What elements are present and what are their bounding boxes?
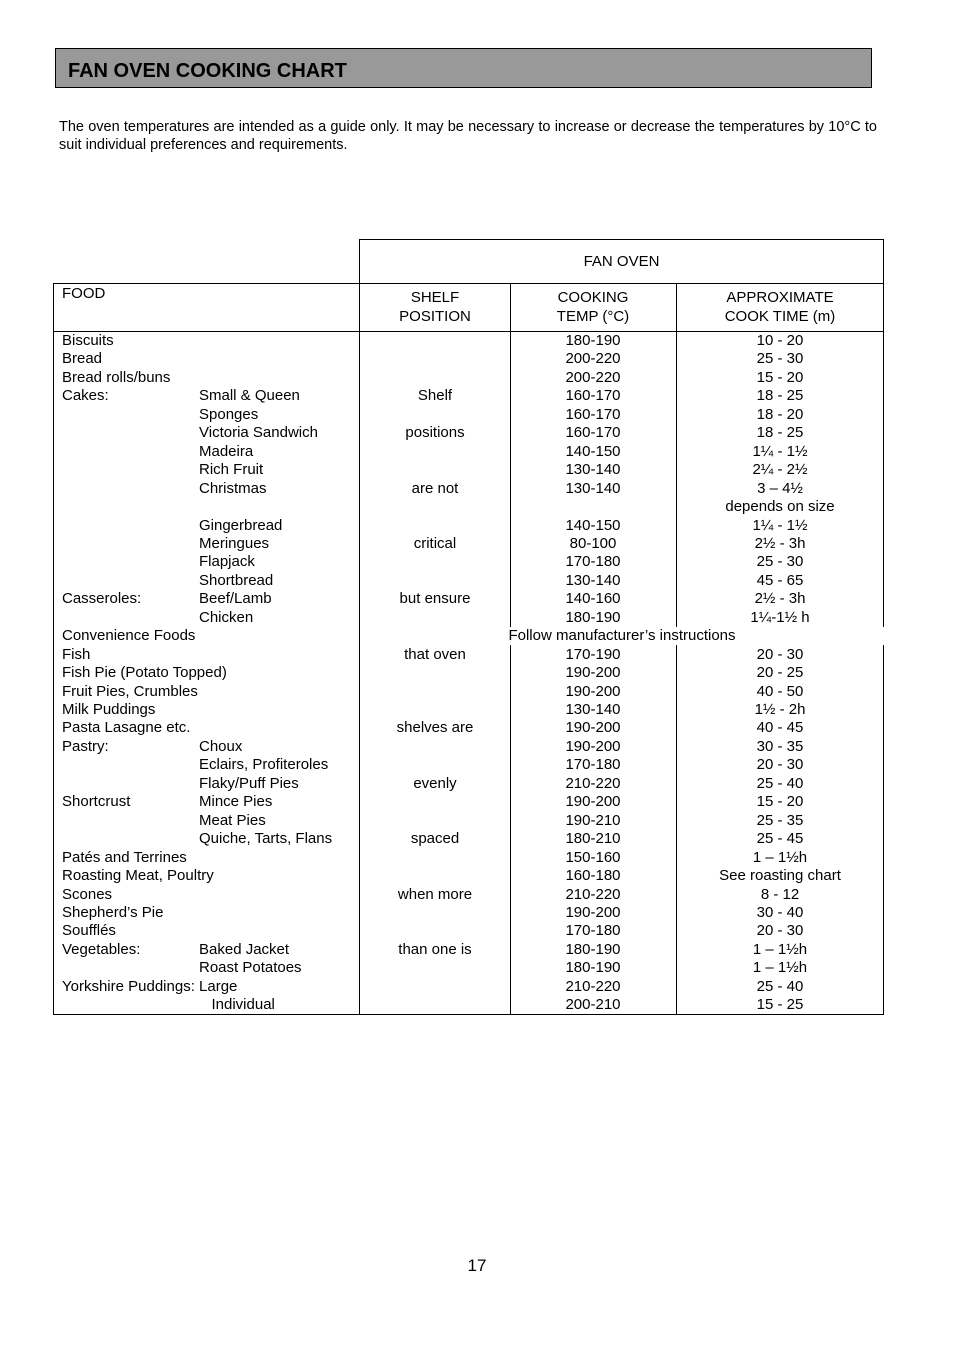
temp-cell: 160-170 bbox=[565, 424, 621, 442]
time-cell: 20 - 30 bbox=[756, 645, 804, 663]
temp-cell: 160-180 bbox=[565, 867, 621, 885]
table-row bbox=[53, 904, 884, 923]
table-row bbox=[53, 849, 884, 868]
temp-cell: 180-190 bbox=[565, 332, 621, 349]
table-row bbox=[53, 996, 884, 1015]
page-title: FAN OVEN COOKING CHART bbox=[68, 60, 347, 82]
table-row bbox=[53, 738, 884, 757]
table-row bbox=[53, 756, 884, 775]
table-row bbox=[53, 369, 884, 388]
temp-cell: 180-190 bbox=[565, 940, 621, 958]
table-row bbox=[53, 886, 884, 905]
food-cell: Soufflés bbox=[62, 922, 116, 940]
time-cell: 25 - 30 bbox=[756, 553, 804, 571]
subtype-cell: Madeira bbox=[199, 442, 254, 460]
table-row bbox=[53, 941, 884, 960]
food-cell: Bread bbox=[62, 350, 103, 368]
temp-cell: 180-210 bbox=[565, 830, 621, 848]
food-cell: Pasta Lasagne etc. bbox=[62, 719, 191, 737]
time-cell: 18 - 25 bbox=[756, 424, 804, 442]
table-row bbox=[53, 867, 884, 886]
time-cell: 1¼-1½ h bbox=[750, 608, 810, 626]
food-cell: Shepherd’s Pie bbox=[62, 903, 164, 921]
temp-cell: 140-160 bbox=[565, 590, 621, 608]
temp-cell: 140-150 bbox=[565, 516, 621, 534]
food-cell: Cakes: bbox=[62, 387, 109, 405]
time-cell: 10 - 20 bbox=[756, 332, 804, 349]
temp-cell: 170-180 bbox=[565, 756, 621, 774]
table-row bbox=[53, 646, 884, 665]
table-row bbox=[53, 978, 884, 997]
time-cell: 20 - 30 bbox=[756, 756, 804, 774]
temp-cell: 130-140 bbox=[565, 571, 621, 589]
temp-cell: 190-210 bbox=[565, 811, 621, 829]
time-cell: 1½ - 2h bbox=[754, 701, 806, 718]
table-row bbox=[53, 590, 884, 609]
subtype-cell: Beef/Lamb bbox=[199, 590, 272, 608]
table-row bbox=[53, 793, 884, 812]
table-row bbox=[53, 443, 884, 462]
table-row bbox=[53, 627, 884, 646]
subtype-cell: Mince Pies bbox=[199, 793, 273, 811]
subtype-cell: Roast Potatoes bbox=[199, 959, 302, 977]
temp-cell: 80-100 bbox=[569, 534, 617, 552]
table-row bbox=[53, 922, 884, 941]
time-cell: 45 - 65 bbox=[756, 571, 804, 589]
time-cell: 1¼ - 1½ bbox=[752, 442, 808, 460]
temp-cell: 170-180 bbox=[565, 553, 621, 571]
shelf-cell: positions bbox=[405, 424, 465, 442]
cooking-chart-table bbox=[53, 239, 884, 1015]
table-row bbox=[53, 775, 884, 794]
table-row bbox=[53, 664, 884, 683]
subtype-cell: Small & Queen bbox=[199, 387, 300, 405]
time-cell: 25 - 40 bbox=[756, 977, 804, 995]
table-row bbox=[53, 517, 884, 536]
temp-cell: 200-220 bbox=[565, 368, 621, 386]
table-row bbox=[53, 480, 884, 499]
shelf-cell: evenly bbox=[413, 774, 457, 792]
table-row bbox=[53, 350, 884, 369]
time-cell: See roasting chart bbox=[719, 867, 841, 885]
time-cell: 25 - 45 bbox=[756, 830, 804, 848]
food-cell: Milk Puddings bbox=[62, 701, 156, 718]
subtype-cell: Gingerbread bbox=[199, 516, 283, 534]
table-row bbox=[53, 498, 884, 517]
food-header: FOOD bbox=[62, 285, 106, 302]
table-row bbox=[53, 683, 884, 702]
subtype-cell: Flaky/Puff Pies bbox=[199, 774, 299, 792]
time-cell: 40 - 45 bbox=[756, 719, 804, 737]
subtype-cell: Christmas bbox=[199, 479, 267, 497]
food-cell: Biscuits bbox=[62, 332, 114, 349]
food-cell: Yorkshire Puddings: Large bbox=[62, 977, 238, 995]
subtype-cell: Rich Fruit bbox=[199, 461, 264, 479]
temp-cell: 190-200 bbox=[565, 719, 621, 737]
time-cell: 20 - 30 bbox=[756, 922, 804, 940]
temp-cell: 140-150 bbox=[565, 442, 621, 460]
cook-time-header: APPROXIMATE COOK TIME (m) bbox=[724, 289, 836, 325]
time-cell: 40 - 50 bbox=[756, 682, 804, 700]
food-cell: Pastry: bbox=[62, 737, 109, 755]
temp-cell: 190-200 bbox=[565, 682, 621, 700]
shelf-cell: but ensure bbox=[399, 590, 471, 608]
temp-cell: 130-140 bbox=[565, 701, 621, 718]
time-cell: 15 - 20 bbox=[756, 368, 804, 386]
table-row bbox=[53, 572, 884, 591]
subtype-cell: Individual bbox=[199, 996, 275, 1014]
food-cell: Roasting Meat, Poultry bbox=[62, 867, 214, 885]
shelf-cell: than one is bbox=[398, 940, 472, 958]
temp-cell: 210-220 bbox=[565, 977, 621, 995]
table-row bbox=[53, 830, 884, 849]
table-row bbox=[53, 424, 884, 443]
shelf-cell: critical bbox=[413, 534, 457, 552]
time-cell: 2½ - 3h bbox=[754, 590, 806, 608]
temp-cell: 190-200 bbox=[565, 793, 621, 811]
cooking-temp-header: COOKING TEMP (°C) bbox=[556, 289, 630, 325]
time-cell: 1 – 1½h bbox=[752, 848, 808, 866]
table-row bbox=[53, 609, 884, 628]
time-cell: 15 - 20 bbox=[756, 793, 804, 811]
shelf-cell: spaced bbox=[410, 830, 460, 848]
intro-paragraph: The oven temperatures are intended as a guide only. It may be necessary to increase or decrease the temperatures by 10°C to suit individual preferences and requirements. bbox=[59, 119, 877, 153]
subtype-cell: Baked Jacket bbox=[199, 940, 290, 958]
subtype-cell: Quiche, Tarts, Flans bbox=[199, 830, 333, 848]
food-cell: Fish bbox=[62, 645, 91, 663]
time-cell: 15 - 25 bbox=[756, 996, 804, 1014]
subtype-cell: Eclairs, Profiteroles bbox=[199, 756, 329, 774]
food-cell: Casseroles: bbox=[62, 590, 142, 608]
time-cell: 8 - 12 bbox=[760, 885, 800, 903]
food-cell: Bread rolls/buns bbox=[62, 368, 171, 386]
food-cell: Vegetables: bbox=[62, 940, 141, 958]
table-row bbox=[53, 406, 884, 425]
temp-cell: 180-190 bbox=[565, 959, 621, 977]
subtype-cell: Meat Pies bbox=[199, 811, 266, 829]
food-cell: Fruit Pies, Crumbles bbox=[62, 682, 198, 700]
time-cell: depends on size bbox=[725, 498, 835, 516]
time-cell: 1 – 1½h bbox=[752, 940, 808, 958]
temp-cell: 190-200 bbox=[565, 737, 621, 755]
title-bar bbox=[55, 48, 872, 88]
food-cell: Patés and Terrines bbox=[62, 848, 187, 866]
instruction-cell: Follow manufacturer’s instructions bbox=[360, 627, 884, 645]
temp-cell: 170-190 bbox=[565, 645, 621, 663]
time-cell: 2½ - 3h bbox=[754, 534, 806, 552]
page-number: 17 bbox=[467, 1256, 487, 1275]
temp-cell: 160-170 bbox=[565, 405, 621, 423]
temp-cell: 180-190 bbox=[565, 608, 621, 626]
shelf-position-header: SHELF POSITION bbox=[399, 289, 471, 325]
table-row bbox=[53, 461, 884, 480]
food-cell: Scones bbox=[62, 885, 113, 903]
temp-cell: 130-140 bbox=[565, 479, 621, 497]
temp-cell: 150-160 bbox=[565, 848, 621, 866]
temp-cell: 210-220 bbox=[565, 885, 621, 903]
subtype-cell: Meringues bbox=[199, 534, 270, 552]
shelf-cell: when more bbox=[397, 885, 473, 903]
time-cell: 30 - 35 bbox=[756, 737, 804, 755]
temp-cell: 210-220 bbox=[565, 774, 621, 792]
time-cell: 18 - 20 bbox=[756, 405, 804, 423]
subtype-cell: Flapjack bbox=[199, 553, 255, 571]
temp-cell: 190-200 bbox=[565, 903, 621, 921]
time-cell: 25 - 40 bbox=[756, 774, 804, 792]
shelf-cell: that oven bbox=[404, 645, 466, 663]
temp-cell: 130-140 bbox=[565, 461, 621, 479]
time-cell: 1 – 1½h bbox=[752, 959, 808, 977]
fan-oven-header: FAN OVEN bbox=[583, 253, 660, 270]
table-row bbox=[53, 719, 884, 738]
table-row bbox=[53, 701, 884, 720]
temp-cell: 160-170 bbox=[565, 387, 621, 405]
table-row bbox=[53, 812, 884, 831]
subtype-cell: Shortbread bbox=[199, 571, 274, 589]
time-cell: 18 - 25 bbox=[756, 387, 804, 405]
food-cell: Fish Pie (Potato Topped) bbox=[62, 664, 227, 682]
table-row bbox=[53, 553, 884, 572]
subtype-cell: Victoria Sandwich bbox=[199, 424, 318, 442]
shelf-cell: shelves are bbox=[396, 719, 474, 737]
time-cell: 3 – 4½ bbox=[757, 479, 803, 497]
temp-cell: 200-220 bbox=[565, 350, 621, 368]
shelf-cell: Shelf bbox=[417, 387, 453, 405]
shelf-cell: are not bbox=[411, 479, 459, 497]
subtype-cell: Chicken bbox=[199, 608, 254, 626]
subtype-cell: Choux bbox=[199, 737, 243, 755]
food-cell: Convenience Foods bbox=[62, 627, 196, 645]
table-row bbox=[53, 535, 884, 554]
time-cell: 25 - 35 bbox=[756, 811, 804, 829]
time-cell: 1¼ - 1½ bbox=[752, 516, 808, 534]
time-cell: 25 - 30 bbox=[756, 350, 804, 368]
temp-cell: 190-200 bbox=[565, 664, 621, 682]
subtype-cell: Sponges bbox=[199, 405, 259, 423]
time-cell: 30 - 40 bbox=[756, 903, 804, 921]
table-row bbox=[53, 332, 884, 351]
temp-cell: 170-180 bbox=[565, 922, 621, 940]
table-row bbox=[53, 959, 884, 978]
time-cell: 2¼ - 2½ bbox=[752, 461, 808, 479]
table-row bbox=[53, 387, 884, 406]
temp-cell: 200-210 bbox=[565, 996, 621, 1014]
food-cell: Shortcrust bbox=[62, 793, 131, 811]
time-cell: 20 - 25 bbox=[756, 664, 804, 682]
